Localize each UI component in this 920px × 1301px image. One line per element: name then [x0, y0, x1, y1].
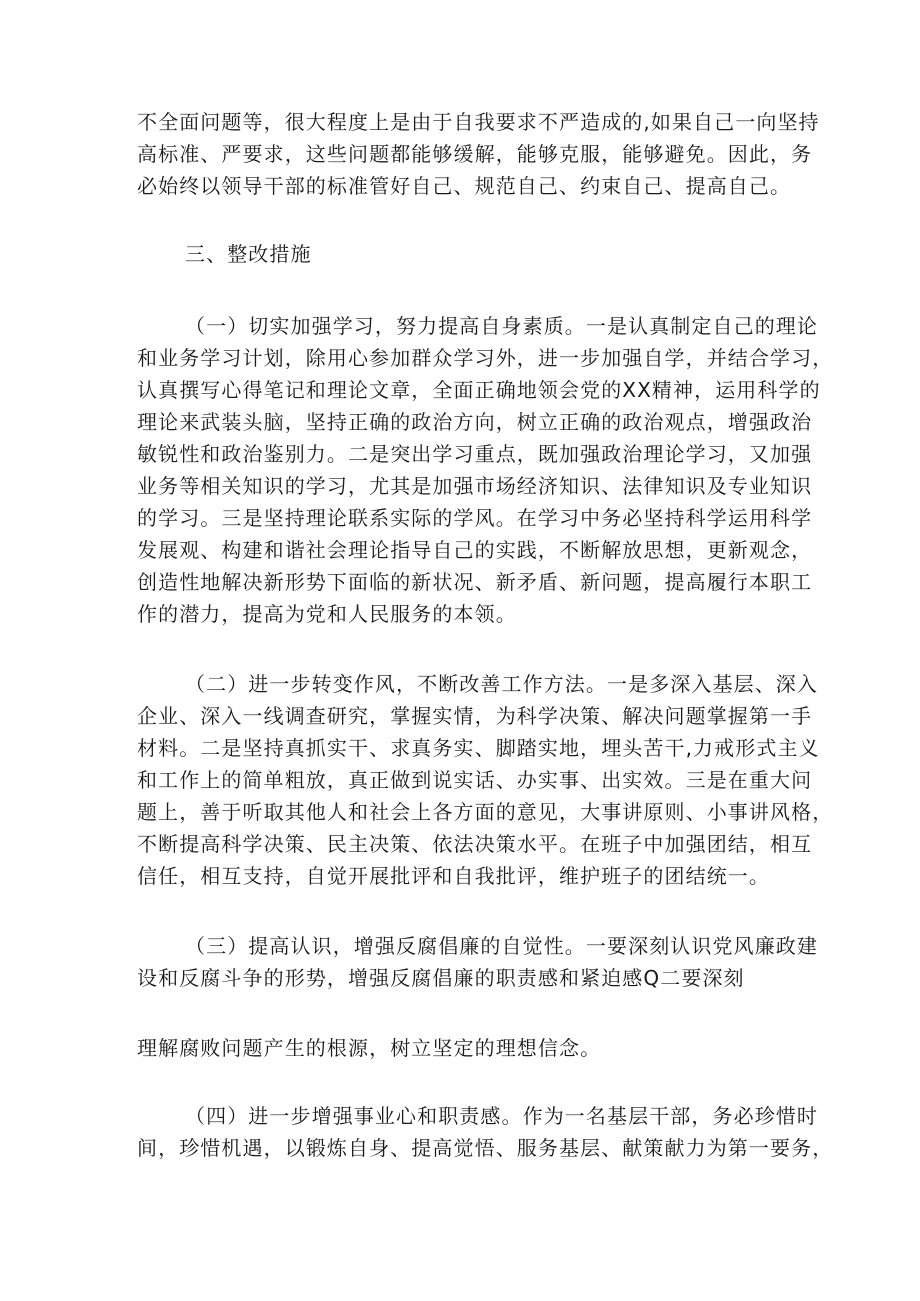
text-line: 和业务学习计划，除用心参加群众学习外，进一步加强自学，并结合学习， [137, 346, 834, 370]
text-line: 和工作上的简单粗放，真正做到说实话、办实事、出实效。三是在重大问 [137, 768, 813, 792]
text-line: 理解腐败问题产生的根源，树立坚定的理想信念。 [137, 1036, 602, 1060]
text-line: 的学习。三是坚持理论联系实际的学风。在学习中务必坚持科学运用科学 [137, 506, 813, 530]
text-line: 不全面问题等，很大程度上是由于自我要求不严造成的,如果自己一向坚持 [137, 110, 820, 134]
text-line: 高标准、严要求，这些问题都能够缓解，能够克服，能够避免。因此，务 [137, 142, 813, 166]
text-line: （二）进一步转变作风，不断改善工作方法。一是多深入基层、深入 [185, 672, 818, 696]
text-line: 题上，善于听取其他人和社会上各方面的意见，大事讲原则、小事讲风格， [137, 800, 834, 824]
text-line: 必始终以领导干部的标准管好自己、规范自己、约束自己、提高自己。 [137, 174, 792, 198]
text-line: 业务等相关知识的学习，尤其是加强市场经济知识、法律知识及专业知识 [137, 474, 813, 498]
text-line: 材料。二是坚持真抓实干、求真务实、脚踏实地，埋头苦干,力戒形式主义 [137, 736, 820, 760]
text-line: 间，珍惜机遇，以锻炼自身、提高觉悟、服务基层、献策献力为第一要务， [137, 1136, 834, 1160]
text-line: 敏锐性和政治鉴别力。二是突出学习重点，既加强政治理论学习，又加强 [137, 442, 813, 466]
text-line: 企业、深入一线调查研究，掌握实情，为科学决策、解决问题掌握第一手 [137, 704, 813, 728]
text-line: 作的潜力，提高为党和人民服务的本领。 [137, 602, 517, 626]
text-line: 不断提高科学决策、民主决策、依法决策水平。在班子中加强团结，相互 [137, 832, 813, 856]
text-line: 认真撰写心得笔记和理论文章，全面正确地领会党的XX精神，运用科学的 [137, 378, 821, 402]
section-heading: 三、整改措施 [185, 242, 312, 266]
text-line: 发展观、构建和谐社会理论指导自己的实践，不断解放思想，更新观念， [137, 538, 813, 562]
text-line: 设和反腐斗争的形势，增强反腐倡廉的职责感和紧迫感Q二要深刻 [137, 966, 745, 990]
text-line: （三）提高认识，增强反腐倡廉的自觉性。一要深刻认识党风廉政建 [185, 934, 818, 958]
text-line: 理论来武装头脑，坚持正确的政治方向，树立正确的政治观点，增强政治 [137, 410, 813, 434]
text-line: 创造性地解决新形势下面临的新状况、新矛盾、新问题，提高履行本职工 [137, 570, 813, 594]
text-line: （四）进一步增强事业心和职责感。作为一名基层干部，务必珍惜时 [185, 1104, 818, 1128]
text-line: 信任，相互支持，自觉开展批评和自我批评，维护班子的团结统一。 [137, 864, 770, 888]
text-line: （一）切实加强学习，努力提高自身素质。一是认真制定自己的理论 [185, 314, 818, 338]
